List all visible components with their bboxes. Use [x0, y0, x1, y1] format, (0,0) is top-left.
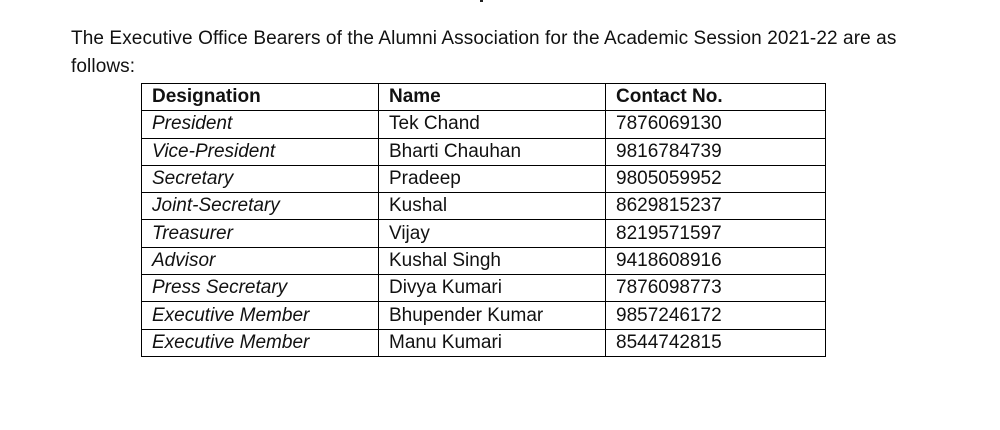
designation-cell: President [142, 111, 379, 138]
name-cell: Manu Kumari [379, 329, 606, 356]
name-cell: Bharti Chauhan [379, 138, 606, 165]
table-row [142, 193, 826, 220]
contact-cell: 7876069130 [606, 111, 826, 138]
designation-cell: Press Secretary [142, 275, 379, 302]
table-header-row [142, 84, 826, 111]
header-name: Name [379, 84, 606, 111]
name-cell: Tek Chand [379, 111, 606, 138]
contact-cell: 9418608916 [606, 247, 826, 274]
name-cell: Bhupender Kumar [379, 302, 606, 329]
table-row [142, 220, 826, 247]
table-row [142, 247, 826, 274]
contact-cell: 7876098773 [606, 275, 826, 302]
header-contact: Contact No. [606, 84, 826, 111]
name-cell: Kushal Singh [379, 247, 606, 274]
designation-cell: Vice-President [142, 138, 379, 165]
designation-cell: Executive Member [142, 302, 379, 329]
contact-cell: 9857246172 [606, 302, 826, 329]
designation-cell: Advisor [142, 247, 379, 274]
table-row [142, 165, 826, 192]
name-cell: Pradeep [379, 165, 606, 192]
designation-cell: Secretary [142, 165, 379, 192]
name-cell: Kushal [379, 193, 606, 220]
contact-cell: 8629815237 [606, 193, 826, 220]
office-bearers-table [141, 83, 826, 357]
cropped-text-fragment [480, 0, 483, 2]
designation-cell: Executive Member [142, 329, 379, 356]
table-row [142, 111, 826, 138]
intro-paragraph: The Executive Office Bearers of the Alumni Association for the Academic Session 2021-22 are as follows: [71, 28, 897, 77]
name-cell: Divya Kumari [379, 275, 606, 302]
table-row [142, 275, 826, 302]
designation-cell: Joint-Secretary [142, 193, 379, 220]
contact-cell: 9805059952 [606, 165, 826, 192]
name-cell: Vijay [379, 220, 606, 247]
table-row [142, 329, 826, 356]
table-row [142, 302, 826, 329]
contact-cell: 8219571597 [606, 220, 826, 247]
contact-cell: 8544742815 [606, 329, 826, 356]
header-designation: Designation [142, 84, 379, 111]
table-row [142, 138, 826, 165]
designation-cell: Treasurer [142, 220, 379, 247]
contact-cell: 9816784739 [606, 138, 826, 165]
